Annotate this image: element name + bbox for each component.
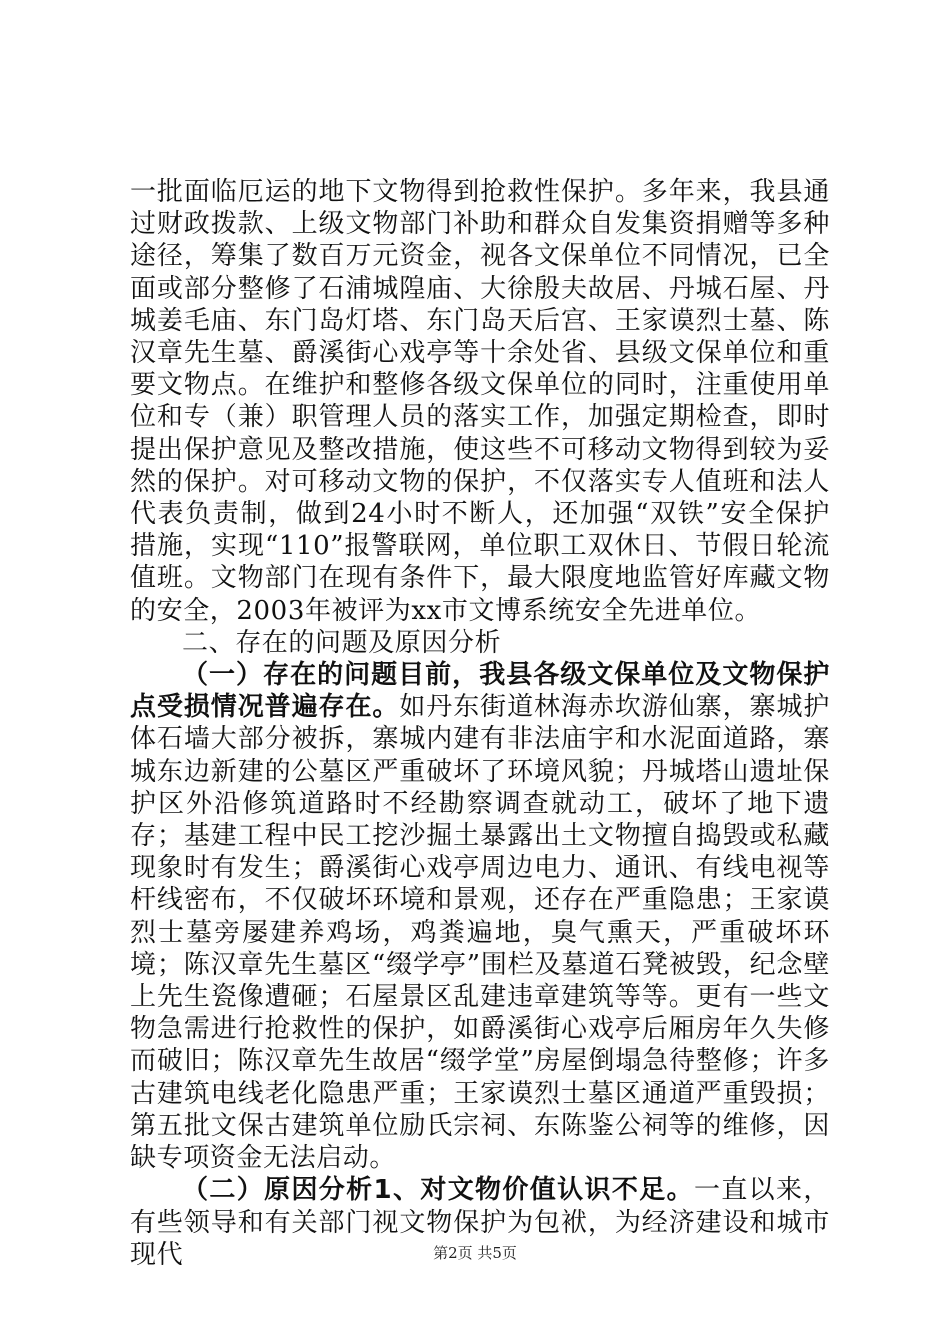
cause-analysis-text: 一直以来，有些领导和有关部门视文物保护为包袱，为经济建设和城市现代 bbox=[130, 1175, 830, 1270]
section-heading-problems: 二、存在的问题及原因分析 bbox=[182, 627, 502, 658]
document-body bbox=[130, 176, 830, 1271]
existing-problems-text: 如丹东街道林海赤坎游仙寨，寨城护体石墙大部分被拆，寨城内建有非法庙宇和水泥面道路，寨城东边新建的公墓区严重破坏了环境风貌；丹城塔山遗址保护区外沿修筑道路时不经勘察调查就动工，破坏了地下遗存；基建工程中民工挖沙掘土暴露出土文物擅自捣毁或私藏现象时有发生；爵溪街心戏亭周边电力、通讯、有线电视等杆线密布，不仅破坏环境和景观，还存在严重隐患；王家谟烈士墓旁屡建养鸡场，鸡粪遍地，臭气熏天，严重破坏环境；陈汉章先生墓区“缀学亭”围栏及墓道石凳被毁，纪念壁上先生瓷像遭砸；石屋景区乱建违章建筑等等。更有一些文物急需进行抢救性的保护，如爵溪街心戏亭后厢房年久失修而破旧；陈汉章先生故居“缀学堂”房屋倒塌急待整修；许多古建筑电线老化隐患严重；王家谟烈士墓区通道严重毁损；第五批文保古建筑单位励氏宗祠、东陈鉴公祠等的维修，因缺专项资金无法启动。 bbox=[130, 692, 830, 1174]
page-footer: 第2页 共5页 bbox=[433, 1244, 517, 1262]
paragraph-existing-problems bbox=[130, 659, 830, 1174]
subheading-existing-problems: （一）存在的问题目前，我县各级文保单位及文物保护点受损情况普遍存在。 bbox=[130, 660, 830, 723]
subheading-cause-analysis: （二）原因分析1、对文物价值认识不足。 bbox=[182, 1175, 694, 1206]
paragraph-protection-work: 一批面临厄运的地下文物得到抢救性保护。多年来，我县通过财政拨款、上级文物部门补助和群众自发集资捐赠等多种途径，筹集了数百万元资金，视各文保单位不同情况，已全面或部分整修了石浦城隍庙、大徐殷夫故居、丹城石屋、丹城姜毛庙、东门岛灯塔、东门岛天后宫、王家谟烈士墓、陈汉章先生墓、爵溪街心戏亭等十余处省、县级文保单位和重要文物点。在维护和整修各级文保单位的同时，注重使用单位和专（兼）职管理人员的落实工作，加强定期检查，即时提出保护意见及整改措施，使这些不可移动文物得到较为妥然的保护。对可移动文物的保护，不仅落实专人值班和法人代表负责制，做到24小时不断人，还加强“双铁”安全保护措施，实现“110”报警联网，单位职工双休日、节假日轮流值班。文物部门在现有条件下，最大限度地监管好库藏文物的安全，2003年被评为xx市文博系统安全先进单位。 bbox=[130, 177, 830, 626]
